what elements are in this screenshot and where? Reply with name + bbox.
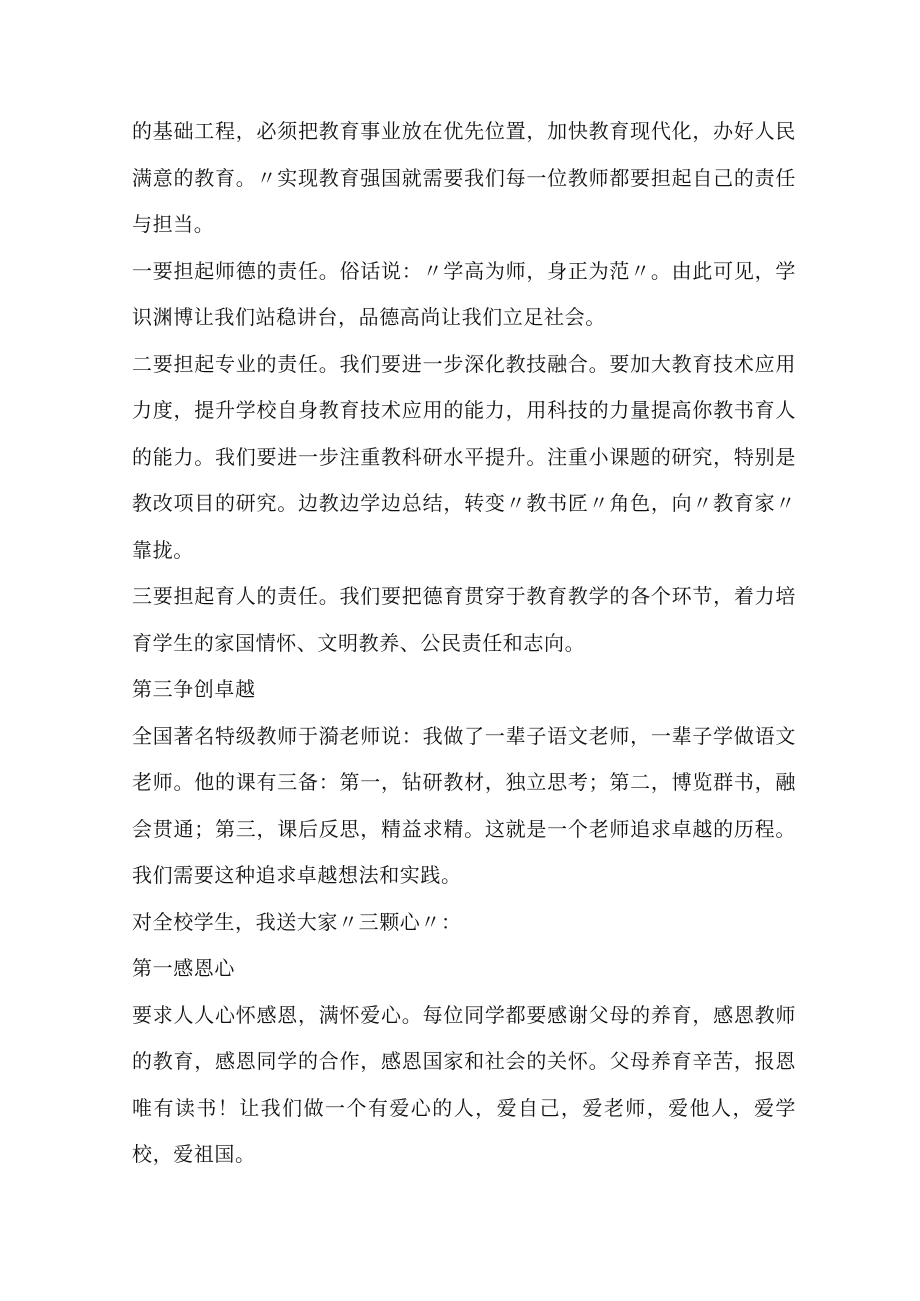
document-body	[132, 108, 796, 1178]
paragraph-three-hearts-intro: 对全校学生，我送大家〃三颗心〃：	[132, 909, 462, 934]
section-heading-strive-excellence: 第三争创卓越	[132, 677, 256, 701]
paragraph-yu-yi-quote: 全国著名特级教师于漪老师说：我做了一辈子语文老师，一辈子学做语文老师。他的课有三备：第一，钻研教材，独立思考；第二，博览群书，融会贯通；第三，课后反思，精益求精。这就是一个老师追求卓越的历程。我们需要这种追求卓越想法和实践。	[132, 723, 796, 887]
section-heading-gratitude: 第一感恩心	[132, 956, 235, 980]
paragraph-educating-people: 三要担起育人的责任。我们要把德育贯穿于教育教学的各个环节，着力培育学生的家国情怀、文明教养、公民责任和志向。	[132, 584, 796, 655]
paragraph-professional-duty: 二要担起专业的责任。我们要进一步深化教技融合。要加大教育技术应用力度，提升学校自身教育技术应用的能力，用科技的力量提高你教书育人的能力。我们要进一步注重教科研水平提升。注重小课题的研究，特别是教改项目的研究。边教边学边总结，转变〃教书匠〃角色，向〃教育家〃靠拢。	[132, 351, 796, 562]
paragraph-education-foundation: 的基础工程，必须把教育事业放在优先位置，加快教育现代化，办好人民满意的教育。〃实现教育强国就需要我们每一位教师都要担起自己的责任与担当。	[132, 119, 796, 236]
paragraph-teacher-ethics: 一要担起师德的责任。俗话说：〃学高为师，身正为范〃。由此可见，学识渊博让我们站稳讲台，品德高尚让我们立足社会。	[132, 258, 796, 329]
paragraph-gratitude: 要求人人心怀感恩，满怀爱心。每位同学都要感谢父母的养育，感恩教师的教育，感恩同学的合作，感恩国家和社会的关怀。父母养育辛苦，报恩唯有读书！让我们做一个有爱心的人，爱自己，爱老师，爱他人，爱学校，爱祖国。	[132, 1002, 796, 1166]
